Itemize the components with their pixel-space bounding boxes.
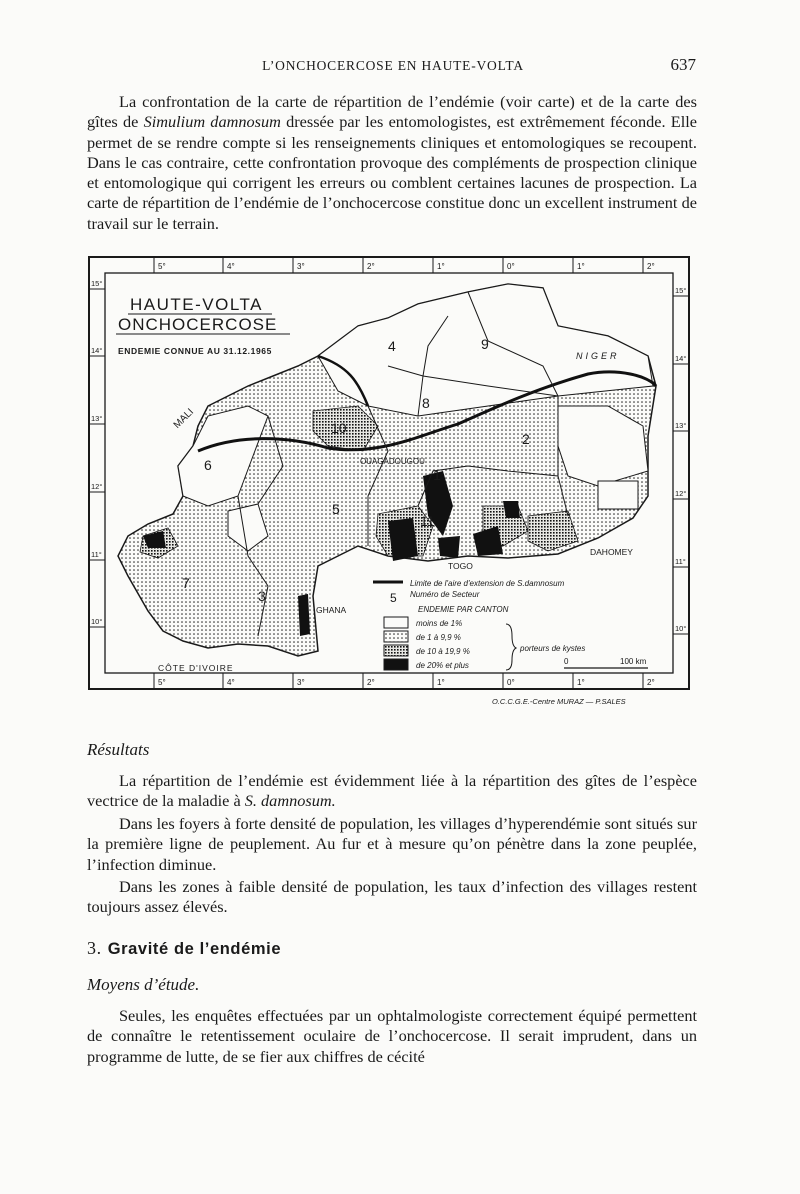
bottom-lon-3: 2° [367,678,375,687]
map-title-block [116,295,290,356]
legend-carriers: porteurs de kystes [520,644,586,653]
sector-8: 8 [422,395,430,411]
map-legend [373,579,648,670]
section-3-heading [87,938,281,959]
legend-swatch-4 [384,659,408,670]
intro-text-1: La confrontation de la carte de répartition de l’endémie (voir carte) et de la carte des gîtes de [87,92,697,132]
right-lat-0: 15° [675,286,687,295]
intro-text-2: dressée par les entomologistes, est extrêmement féconde. Elle permet de se rendre compte si les renseignements cliniques et entomologiques se recoupent. Dans le cas contraire, cette confrontation provoque des compléments de prospection clinique et entomologique qui corrigent les erreurs ou comblent certaines lacunes de prospection. La carte de répartition de l’endémie de l’onchocercose constitue donc un excellent instrument de travail sur le terrain. [87,112,698,233]
label-ouagadougou: OUAGADOUGOU [360,457,425,466]
resultats-paragraph-1 [87,771,697,812]
bottom-longitude-ticks [154,673,655,689]
left-lat-4: 11° [91,550,102,559]
black-area-2 [388,518,418,561]
sector-5: 5 [332,501,340,517]
left-lat-0: 15° [91,279,103,288]
label-cote-ivoire: CÔTE D'IVOIRE [158,663,234,673]
label-mali: MALI [171,406,197,431]
resultats-p1-text: La répartition de l’endémie est évidemment liée à la répartition des gîtes de l’espèce vectrice de la maladie à [87,771,697,811]
bottom-lon-2: 3° [297,678,305,687]
sector-10: 10 [331,420,347,436]
top-lon-1: 4° [227,262,235,271]
bottom-lon-6: 1° [577,678,585,687]
sector-1: 1 [433,467,441,483]
intro-italic-species: Simulium damnosum [143,112,281,132]
right-lat-3: 12° [675,489,687,498]
right-lat-5: 10° [675,624,687,633]
top-lon-5: 0° [507,262,515,271]
legend-swatch-1 [384,617,408,628]
legend-item-1: moins de 1% [416,619,463,628]
legend-limit-text: Limite de l'aire d'extension de S.damnosum [410,579,565,588]
left-latitude-ticks [89,279,105,627]
right-lat-4: 11° [675,557,686,566]
resultats-paragraph-3 [87,877,697,918]
label-ghana: GHANA [316,605,347,615]
sector-11: 11 [420,513,435,529]
top-lon-3: 2° [367,262,375,271]
resultats-p1-italic: S. damnosum. [244,791,336,811]
bottom-lon-1: 4° [227,678,235,687]
legend-item-3: de 10 à 19,9 % [416,647,470,656]
sector-4: 4 [388,338,396,354]
legend-canton-title: ENDEMIE PAR CANTON [418,605,509,614]
legend-brace [506,624,516,670]
legend-sector-sample: 5 [390,591,397,605]
left-lat-3: 12° [91,482,103,491]
section-3-number: 3. [87,938,102,958]
right-lat-2: 13° [675,421,687,430]
bottom-lon-4: 1° [437,678,445,687]
top-lon-0: 5° [158,262,166,271]
moyens-p1-text: Seules, les enquêtes effectuées par un ophtalmologiste correctement équipé permettent de connaître le retentissement oculaire de l’onchocercose. Il serait imprudent, dans un programme de lutte, de se fier aux chiffres de cécité [87,1006,697,1066]
bottom-lon-5: 0° [507,678,515,687]
bottom-lon-7: 2° [647,678,655,687]
legend-swatch-3 [384,645,408,656]
moyens-heading: Moyens d’étude. [87,975,200,994]
top-lon-6: 1° [577,262,585,271]
right-latitude-ticks [673,286,689,634]
resultats-p3-text: Dans les zones à faible densité de population, les taux d’infection des villages restent toujours assez élevés. [87,877,697,917]
label-niger: NIGER [576,351,620,361]
white-rect-east [598,481,638,509]
running-head [90,55,696,80]
moyens-paragraph-1 [87,1006,697,1067]
sector-9: 9 [481,336,489,352]
legend-item-2: de 1 à 9,9 % [416,633,461,642]
intro-paragraph [87,92,697,234]
map-credit: O.C.C.G.E.-Centre MURAZ — P.SALES [492,697,626,706]
resultats-p2-text: Dans les foyers à forte densité de population, les villages d’hyperendémie sont situés sur la première ligne de peuplement. Au fur et à mesure qu’on pénètre dans la zone peuplée, l’infection diminue. [87,814,697,874]
bottom-lon-0: 5° [158,678,166,687]
resultats-heading: Résultats [87,740,150,759]
top-longitude-ticks [154,257,655,273]
legend-sector-text: Numéro de Secteur [410,590,480,599]
label-dahomey: DAHOMEY [590,547,633,557]
section-3-title: Gravité de l’endémie [107,940,282,958]
scale-zero: 0 [564,657,569,666]
right-lat-1: 14° [675,354,687,363]
resultats-paragraph-2 [87,814,697,875]
sector-7: 7 [182,575,190,591]
top-lon-4: 1° [437,262,445,271]
black-area-6 [298,594,310,636]
endemicity-map [88,256,692,712]
sector-2: 2 [522,431,530,447]
map-figure [88,256,692,712]
map-title-line1: HAUTE-VOLTA [130,295,263,314]
top-lon-7: 2° [647,262,655,271]
legend-swatch-2 [384,631,408,642]
black-area-7 [438,536,460,558]
left-lat-1: 14° [91,346,103,355]
scale-end: 100 km [620,657,647,666]
left-lat-5: 10° [91,617,103,626]
label-togo: TOGO [448,561,473,571]
page-number: 637 [670,55,696,74]
map-subtitle: ENDEMIE CONNUE AU 31.12.1965 [118,346,272,356]
sector-6: 6 [204,457,212,473]
top-lon-2: 3° [297,262,305,271]
sector-3: 3 [258,588,266,604]
running-head-title: L’ONCHOCERCOSE EN HAUTE-VOLTA [262,58,524,73]
map-title-line2: ONCHOCERCOSE [118,315,278,334]
legend-item-4: de 20% et plus [416,661,469,670]
left-lat-2: 13° [91,414,103,423]
